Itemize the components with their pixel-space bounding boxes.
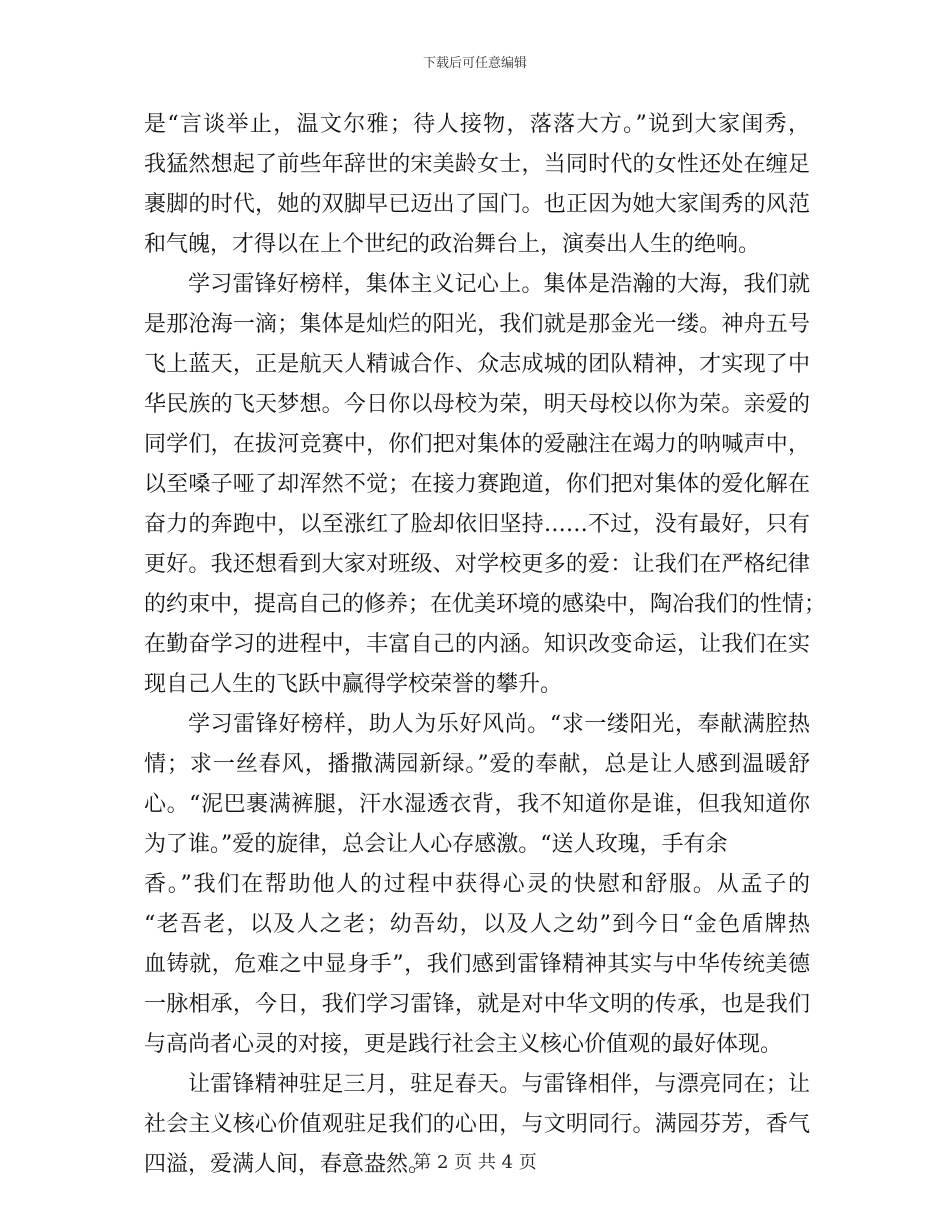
paragraph-first-line: 学习雷锋好榜样，集体主义记心上。集体是浩瀚的大海，我们就: [188, 272, 810, 297]
text-line: 和气魄，才得以在上个世纪的政治舞台上，演奏出人生的绝响。: [144, 232, 761, 257]
text-line: 为了谁。”爱的旋律，总会让人心存感激。“送人玫瑰，手有余: [144, 832, 728, 857]
text-line: “老吾老，以及人之老；幼吾幼，以及人之幼”到今日“金色盾牌热: [144, 912, 810, 937]
text-line: 在勤奋学习的进程中，丰富自己的内涵。知识改变命运，让我们在实: [144, 632, 810, 657]
text-line: 与高尚者心灵的对接，更是践行社会主义核心价值观的最好体现。: [144, 1032, 783, 1057]
text-line: 心。“泥巴裹满裤腿，汗水湿透衣背，我不知道你是谁，但我知道你: [144, 792, 810, 817]
text-line: 血铸就，危难之中显身手”，我们感到雷锋精神其实与中华传统美德: [144, 952, 810, 977]
text-line: 裹脚的时代，她的双脚早已迈出了国门。也正因为她大家闺秀的风范: [144, 192, 810, 217]
page-number: 第 2 页 共 4 页: [413, 1152, 537, 1173]
body-text: [144, 105, 827, 1185]
paragraph-first-line: 学习雷锋好榜样，助人为乐好风尚。“求一缕阳光，奉献满腔热: [188, 712, 810, 737]
text-line: 华民族的飞天梦想。今日你以母校为荣，明天母校以你为荣。亲爱的: [144, 392, 810, 417]
text-line: 同学们，在拔河竞赛中，你们把对集体的爱融注在竭力的呐喊声中，: [144, 432, 810, 457]
text-line: 飞上蓝天，正是航天人精诚合作、众志成城的团队精神，才实现了中: [144, 352, 810, 377]
text-line: 奋力的奔跑中，以至涨红了脸却依旧坚持……不过，没有最好，只有: [144, 512, 810, 537]
text-line: 香。”我们在帮助他人的过程中获得心灵的快慰和舒服。从孟子的: [144, 872, 810, 897]
text-line: 是那沧海一滴；集体是灿烂的阳光，我们就是那金光一缕。神舟五号: [144, 312, 810, 337]
text-line: 的约束中，提高自己的修养；在优美环境的感染中，陶冶我们的性情；: [144, 592, 827, 617]
text-line: 更好。我还想看到大家对班级、对学校更多的爱：让我们在严格纪律: [144, 552, 810, 577]
text-line: 以至嗓子哑了却浑然不觉；在接力赛跑道，你们把对集体的爱化解在: [144, 472, 810, 497]
text-line: 是“言谈举止，温文尔雅；待人接物，落落大方。”说到大家闺秀，: [144, 112, 810, 137]
text-line: 我猛然想起了前些年辞世的宋美龄女士，当同时代的女性还处在缠足: [144, 152, 810, 177]
paragraph-first-line: 让雷锋精神驻足三月，驻足春天。与雷锋相伴，与漂亮同在；让: [188, 1072, 810, 1097]
text-line: 情；求一丝春风，播撒满园新绿。”爱的奉献，总是让人感到温暖舒: [144, 752, 810, 777]
page-header: 下载后可任意编辑: [422, 56, 527, 71]
text-line: 四溢，爱满人间，春意盎然。: [144, 1152, 431, 1177]
text-line: 一脉相承，今日，我们学习雷锋，就是对中华文明的传承，也是我们: [144, 992, 810, 1017]
text-line: 现自己人生的飞跃中赢得学校荣誉的攀升。: [144, 672, 563, 697]
text-line: 社会主义核心价值观驻足我们的心田，与文明同行。满园芬芳，香气: [144, 1112, 810, 1137]
